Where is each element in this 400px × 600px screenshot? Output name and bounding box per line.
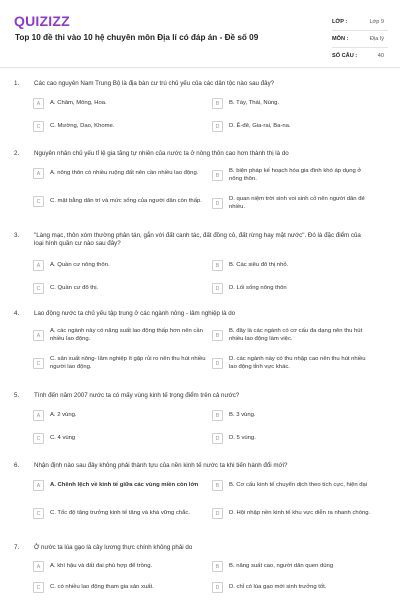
option-d[interactable] [212, 121, 372, 132]
option-letter: B [212, 410, 223, 421]
question-text: Nguyên nhân chủ yếu tỉ lệ gia tăng tự nhiên của nước ta ở nông thôn cao hơn thành thị là do [34, 150, 289, 157]
option-letter: D [212, 121, 223, 132]
option-b[interactable] [212, 410, 372, 421]
option-text: B. Tày, Thái, Nùng. [229, 99, 280, 106]
option-letter: A [33, 561, 44, 572]
option-c[interactable] [33, 196, 213, 207]
document-header [0, 0, 400, 68]
option-a[interactable] [33, 168, 213, 179]
option-letter: D [212, 358, 223, 369]
question-text: Nhận định nào sau đây không phải thành tựu của nền kinh tế nước ta khi tiến hành đổi mới? [34, 462, 288, 469]
option-text: A. Chênh lệch về kinh tế giữa các vùng miền còn lớn [50, 481, 199, 488]
option-letter: A [33, 480, 44, 491]
question-number: 3. [14, 232, 20, 239]
question-number: 6. [14, 462, 20, 469]
option-letter: C [33, 283, 44, 294]
option-text: C. Quần cư đô thị. [50, 284, 99, 291]
option-letter: D [212, 508, 223, 519]
meta-row-grade [332, 14, 388, 31]
option-text: A. 2 vùng. [50, 411, 77, 418]
option-text: B. Các siêu đô thị nhỏ. [229, 261, 289, 268]
option-letter: C [33, 433, 44, 444]
question-number: 1. [14, 80, 20, 87]
option-a[interactable] [33, 98, 213, 109]
option-a[interactable] [33, 410, 213, 421]
option-letter: B [212, 480, 223, 491]
question-text: Các cao nguyên Nam Trung Bộ là địa bàn cư trú chủ yếu của các dân tộc nào sau đây? [34, 80, 275, 87]
meta-key: SỐ CÂU : [332, 53, 358, 59]
option-text: D. chỉ có lúa gạo mới sinh trưởng tốt. [229, 583, 327, 590]
meta-key: MÔN : [332, 36, 349, 42]
option-c[interactable] [33, 121, 213, 132]
question-text: "Làng mạc, thôn xóm thường phân tán, gắn với đất canh tác, đất đồng cỏ, đất rừng hay mặt nước". Đó là đặc điểm của loại hình quần cư nào sau đây? [34, 232, 361, 248]
option-text: D. các ngành này có thu nhập cao nên thu hút nhiều lao động tỉnh vực khác. [229, 356, 366, 370]
meta-row-subject [332, 31, 388, 48]
option-d[interactable] [212, 283, 372, 294]
option-d[interactable] [212, 582, 372, 593]
document-title: Top 10 đề thi vào 10 hệ chuyên môn Địa lí có đáp án - Đề số 09 [15, 33, 259, 42]
meta-row-question-count [332, 48, 388, 65]
option-b[interactable] [212, 480, 372, 491]
option-letter: A [33, 260, 44, 271]
option-c[interactable] [33, 356, 213, 372]
option-text: C. Tốc độ tăng trưởng kinh tế tăng và khá vững chắc. [50, 509, 191, 516]
option-letter: D [212, 283, 223, 294]
option-letter: D [212, 582, 223, 593]
option-b[interactable] [212, 561, 372, 572]
option-b[interactable] [212, 260, 372, 271]
option-c[interactable] [33, 508, 213, 519]
option-text: D. Lối sống nông thôn [229, 284, 287, 291]
option-text: B. Cơ cấu kinh tế chuyển dịch theo tích cực, hiện đại [229, 481, 368, 488]
meta-value: Lớp 9 [369, 19, 384, 25]
option-text: B. biện pháp kế hoạch hóa gia đình khó áp dụng ở nông thôn. [229, 168, 362, 182]
question-number: 7. [14, 544, 20, 551]
option-letter: B [212, 170, 223, 181]
option-letter: D [212, 433, 223, 444]
option-letter: A [33, 168, 44, 179]
option-d[interactable] [212, 508, 372, 519]
option-letter: C [33, 508, 44, 519]
option-letter: B [212, 98, 223, 109]
option-c[interactable] [33, 283, 213, 294]
option-text: D. 5 vùng. [229, 434, 256, 441]
option-d[interactable] [212, 433, 372, 444]
option-letter: C [33, 582, 44, 593]
option-text: D. Hội nhập nền kinh tế khu vực diễn ra nhanh chóng. [229, 509, 371, 516]
option-letter: B [212, 561, 223, 572]
option-b[interactable] [212, 168, 372, 184]
option-c[interactable] [33, 582, 213, 593]
option-letter: C [33, 196, 44, 207]
option-letter: A [33, 410, 44, 421]
option-b[interactable] [212, 328, 372, 344]
option-text: C. sản xuất nông- lâm nghiệp ít gặp rủi ro nên thu hút nhiều người lao động. [50, 356, 206, 370]
option-text: A. Chăm, Mông, Hoa. [50, 99, 107, 106]
option-text: B. năng suất cao, người dân quen dùng [229, 562, 334, 569]
option-text: A. Quần cư nông thôn. [50, 261, 110, 268]
option-text: A. nông thôn có nhiều ruộng đất nên cần nhiều lao động. [50, 169, 199, 176]
option-text: A. khí hậu và đất đai phù hợp để trồng. [50, 562, 153, 569]
header-divider [0, 67, 400, 68]
option-text: C. mật bằng dân trí và mức sống của người dân còn thấp. [50, 197, 202, 204]
option-text: D. Ê-đê, Gia-rai, Ba-na. [229, 122, 291, 129]
question-text: Ở nước ta lúa gạo là cây lương thực chính không phải do [34, 544, 193, 551]
option-d[interactable] [212, 196, 372, 212]
option-a[interactable] [33, 328, 213, 344]
option-a[interactable] [33, 480, 213, 491]
question-text: Tính đến năm 2007 nước ta có mấy vùng kinh tế trọng điểm trên cả nước? [34, 392, 240, 399]
option-text: B. đây là các ngành có cơ cấu đa dạng nên thu hút nhiều lao động làm việc. [229, 328, 363, 342]
option-letter: B [212, 260, 223, 271]
meta-key: LỚP : [332, 19, 348, 25]
option-text: D. quan niệm trời sinh voi sinh cỏ nên người dân đẻ nhiều. [229, 196, 365, 210]
question-number: 5. [14, 392, 20, 399]
option-letter: A [33, 98, 44, 109]
meta-value: Địa lý [370, 36, 384, 42]
option-text: C. có nhiều lao động tham gia sản xuất. [50, 583, 154, 590]
option-text: A. các ngành này có năng suất lao động thấp hơn nên cần nhiều lao động. [50, 328, 203, 342]
option-text: C. 4 vùng [50, 434, 76, 441]
option-a[interactable] [33, 260, 213, 271]
option-text: B. 3 vùng. [229, 411, 256, 418]
option-c[interactable] [33, 433, 213, 444]
option-b[interactable] [212, 98, 372, 109]
option-letter: C [33, 121, 44, 132]
quizizz-logo: QUIZIZZ [14, 13, 70, 29]
option-letter: C [33, 358, 44, 369]
option-letter: A [33, 330, 44, 341]
question-text: Lao động nước ta chủ yếu tập trung ở các ngành nông - lâm nghiệp là do [34, 310, 236, 317]
option-text: C. Mường, Dao, Khome. [50, 122, 115, 129]
meta-table [332, 14, 388, 65]
option-letter: B [212, 330, 223, 341]
option-letter: D [212, 198, 223, 209]
option-a[interactable] [33, 561, 213, 572]
question-number: 4. [14, 310, 20, 317]
meta-value: 40 [377, 53, 384, 59]
question-number: 2. [14, 150, 20, 157]
option-d[interactable] [212, 356, 372, 372]
